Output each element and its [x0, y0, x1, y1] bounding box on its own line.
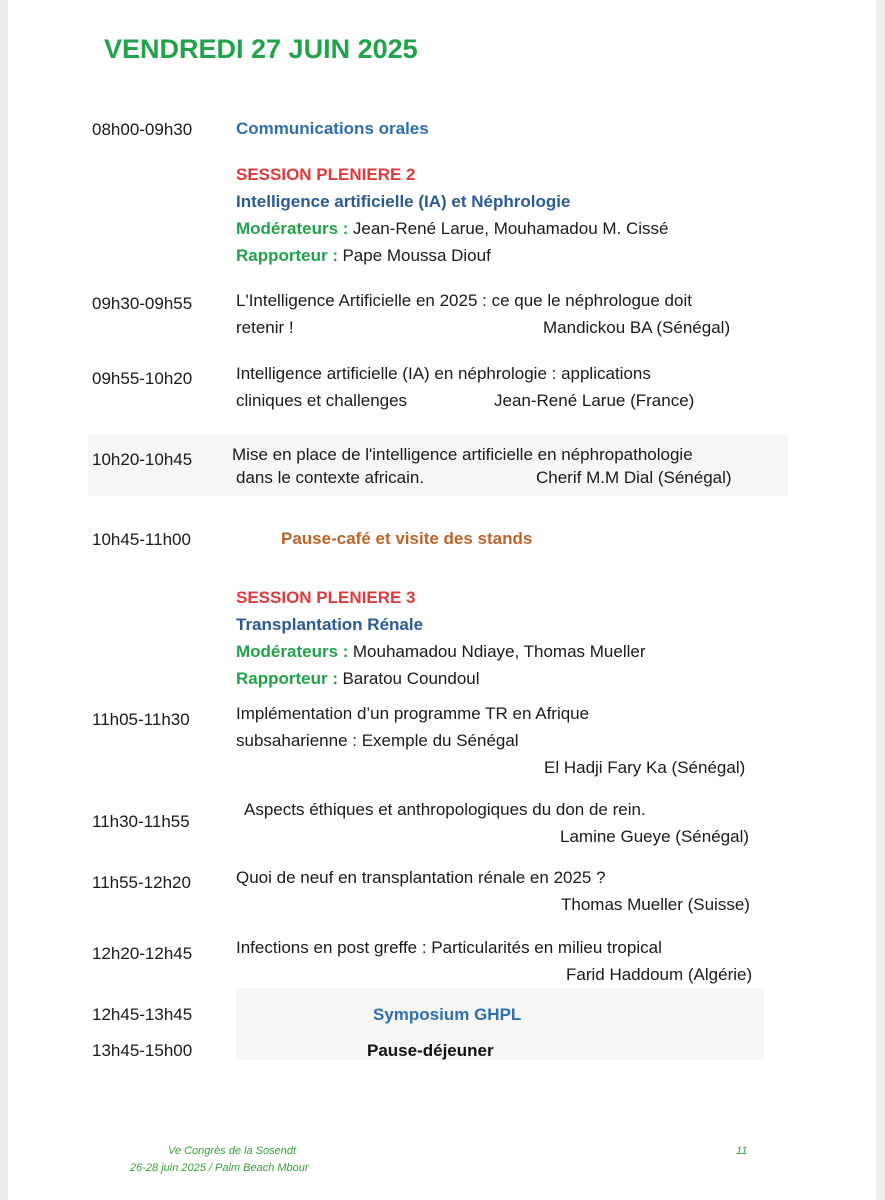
speaker: Jean-René Larue (France)	[494, 391, 695, 410]
symposium: Symposium GHPL	[373, 1005, 522, 1024]
talk-title: Infections en post greffe : Particularités en milieu tropical	[236, 938, 662, 957]
coffee-break: Pause-café et visite des stands	[281, 529, 533, 548]
session-theme: Intelligence artificielle (IA) et Néphrologie	[236, 192, 571, 211]
speaker: Mandickou BA (Sénégal)	[543, 318, 731, 337]
session-title: SESSION PLENIERE 2	[236, 165, 416, 184]
lunch-break: Pause-déjeuner	[367, 1041, 494, 1060]
footer-congress: Ve Congrès de la Sosendt	[168, 1145, 297, 1157]
talk-title: L'Intelligence Artificielle en 2025 : ce que le néphrologue doit	[236, 291, 692, 310]
moderators-label: Modérateurs :	[236, 219, 349, 238]
page-title: VENDREDI 27 JUIN 2025	[104, 34, 418, 64]
time-slot: 12h45-13h45	[92, 1005, 193, 1024]
talk-title-cont: cliniques et challenges	[236, 391, 408, 410]
speaker: Lamine Gueye (Sénégal)	[560, 827, 750, 846]
talk-title-cont: dans le contexte africain.	[236, 468, 425, 487]
page-number: 11	[736, 1145, 748, 1157]
time-slot: 10h45-11h00	[92, 530, 191, 549]
moderators-line	[236, 219, 669, 239]
talk-title: Quoi de neuf en transplantation rénale en 2025 ?	[236, 868, 606, 887]
time-slot: 10h20-10h45	[92, 450, 193, 469]
talk-title: Aspects éthiques et anthropologiques du don de rein.	[244, 800, 646, 819]
moderators-line	[236, 642, 646, 662]
rapporteur-name: Pape Moussa Diouf	[342, 246, 491, 265]
talk-title-cont: subsaharienne : Exemple du Sénégal	[236, 731, 519, 750]
moderators-names: Jean-René Larue, Mouhamadou M. Cissé	[352, 219, 669, 238]
rapporteur-label: Rapporteur :	[236, 246, 338, 265]
talk-title: Intelligence artificielle (IA) en néphrologie : applications	[236, 364, 651, 383]
rapporteur-name: Baratou Coundoul	[342, 669, 480, 688]
rapporteur-line	[236, 669, 480, 689]
communications-heading: Communications orales	[236, 119, 429, 138]
footer-dates: 26-28 juin 2025 / Palm Beach Mbour	[130, 1162, 309, 1174]
time-slot: 09h30-09h55	[92, 294, 193, 313]
session-theme: Transplantation Rénale	[236, 615, 424, 634]
speaker: Farid Haddoum (Algérie)	[566, 965, 753, 984]
program-page	[8, 0, 876, 1200]
talk-title: Mise en place de l'intelligence artificielle en néphropathologie	[232, 445, 693, 464]
speaker: Cherif M.M Dial (Sénégal)	[536, 468, 732, 487]
moderators-label: Modérateurs :	[236, 642, 349, 661]
speaker: Thomas Mueller (Suisse)	[561, 895, 750, 914]
time-slot: 13h45-15h00	[92, 1041, 193, 1060]
time-slot: 11h55-12h20	[92, 873, 191, 892]
time-slot: 08h00-09h30	[92, 120, 193, 139]
time-slot: 12h20-12h45	[92, 944, 193, 963]
time-slot: 09h55-10h20	[92, 369, 193, 388]
session-title: SESSION PLENIERE 3	[236, 588, 416, 607]
time-slot: 11h05-11h30	[92, 710, 190, 729]
talk-title: Implémentation d’un programme TR en Afrique	[236, 704, 590, 723]
talk-title-cont: retenir !	[236, 318, 294, 337]
moderators-names: Mouhamadou Ndiaye, Thomas Mueller	[352, 642, 646, 661]
rapporteur-label: Rapporteur :	[236, 669, 338, 688]
time-slot: 11h30-11h55	[92, 812, 190, 831]
speaker: El Hadji Fary Ka (Sénégal)	[544, 758, 746, 777]
rapporteur-line	[236, 246, 491, 266]
